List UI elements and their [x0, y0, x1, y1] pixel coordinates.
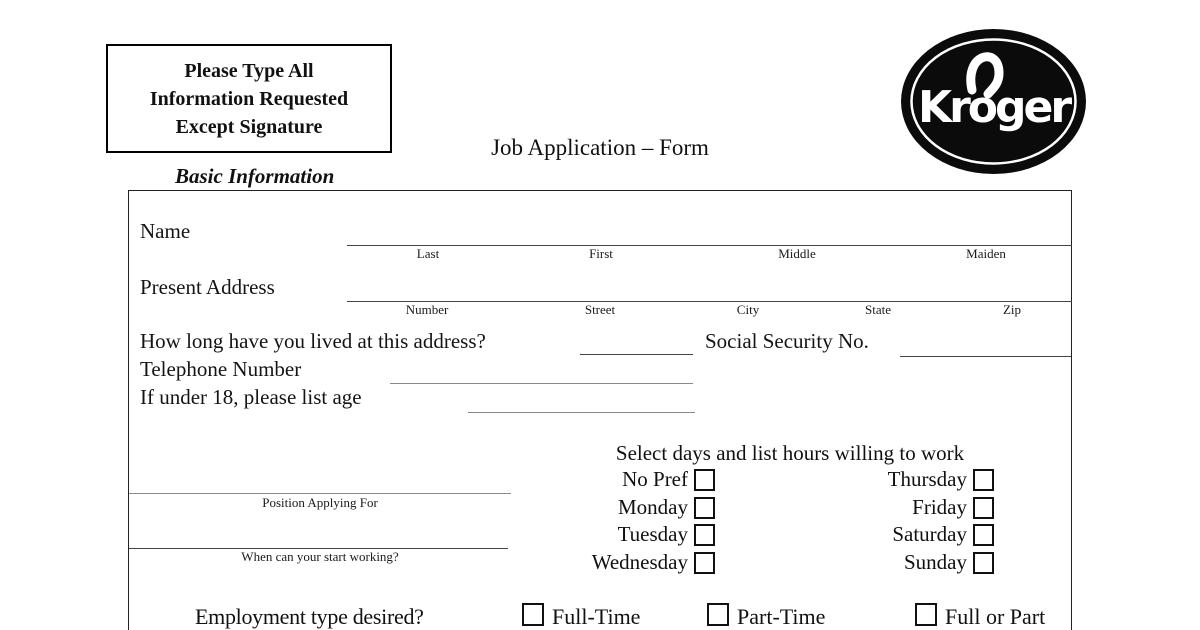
start-label: When can your start working?	[241, 549, 399, 564]
name-sublabel-last: Last	[416, 246, 440, 261]
kroger-logo-text: Kroger	[917, 82, 1070, 133]
address-sublabel-city: City	[736, 302, 760, 317]
day-label-thursday: Thursday	[887, 467, 967, 491]
day-label-saturday: Saturday	[892, 522, 967, 546]
employment-label: Employment type desired?	[195, 604, 424, 629]
days-heading: Select days and list hours willing to work	[615, 441, 965, 465]
day-row-nopref	[540, 468, 715, 491]
day-row-friday	[780, 496, 994, 519]
checkbox-thursday[interactable]	[973, 469, 994, 491]
checkbox-full-time[interactable]	[522, 603, 544, 626]
name-sublabel-maiden: Maiden	[966, 246, 1006, 261]
notice-line-2: Information Requested	[149, 87, 349, 110]
section-heading: Basic Information	[175, 164, 335, 188]
under18-field-line[interactable]	[468, 412, 695, 413]
day-row-wednesday	[540, 551, 715, 574]
checkbox-sunday[interactable]	[973, 552, 994, 574]
position-field-line[interactable]	[129, 493, 511, 494]
checkbox-wednesday[interactable]	[694, 552, 715, 574]
day-label-wednesday: Wednesday	[591, 550, 688, 574]
how-long-field-line[interactable]	[580, 354, 693, 355]
day-row-tuesday	[540, 523, 715, 546]
checkbox-monday[interactable]	[694, 497, 715, 519]
name-label: Name	[140, 219, 191, 243]
notice-line-3: Except Signature	[175, 115, 323, 138]
telephone-field-line[interactable]	[390, 383, 693, 384]
day-row-saturday	[780, 523, 994, 546]
name-field-line[interactable]	[347, 245, 1072, 246]
telephone-label: Telephone Number	[140, 357, 302, 381]
day-label-nopref: No Pref	[622, 467, 688, 491]
address-sublabel-street: Street	[584, 302, 616, 317]
address-sublabel-zip: Zip	[1002, 302, 1022, 317]
checkbox-part-time[interactable]	[707, 603, 729, 626]
day-row-monday	[540, 496, 715, 519]
present-address-label: Present Address	[140, 275, 275, 299]
ssn-label: Social Security No.	[705, 329, 869, 353]
ssn-field-line[interactable]	[900, 356, 1071, 357]
name-sublabel-first: First	[589, 246, 613, 261]
checkbox-full-or-part[interactable]	[915, 603, 937, 626]
employment-option-full-or-part: Full or Part	[945, 604, 1046, 629]
position-label: Position Applying For	[262, 495, 378, 510]
checkbox-nopref[interactable]	[694, 469, 715, 491]
address-sublabel-number: Number	[405, 302, 449, 317]
day-row-sunday	[780, 551, 994, 574]
page-title: Job Application – Form	[491, 135, 709, 160]
day-label-friday: Friday	[912, 495, 967, 519]
under18-label: If under 18, please list age	[140, 385, 362, 409]
name-sublabel-middle: Middle	[778, 246, 816, 261]
checkbox-tuesday[interactable]	[694, 524, 715, 546]
how-long-label: How long have you lived at this address?	[140, 329, 486, 353]
day-label-tuesday: Tuesday	[617, 522, 688, 546]
day-label-sunday: Sunday	[904, 550, 967, 574]
day-row-thursday	[780, 468, 994, 491]
employment-option-part-time: Part-Time	[737, 604, 826, 629]
notice-line-1: Please Type All	[184, 59, 314, 82]
employment-option-full-time: Full-Time	[552, 604, 641, 629]
checkbox-saturday[interactable]	[973, 524, 994, 546]
checkbox-friday[interactable]	[973, 497, 994, 519]
address-sublabel-state: State	[865, 302, 891, 317]
address-field-line[interactable]	[347, 301, 1072, 302]
day-label-monday: Monday	[618, 495, 688, 519]
